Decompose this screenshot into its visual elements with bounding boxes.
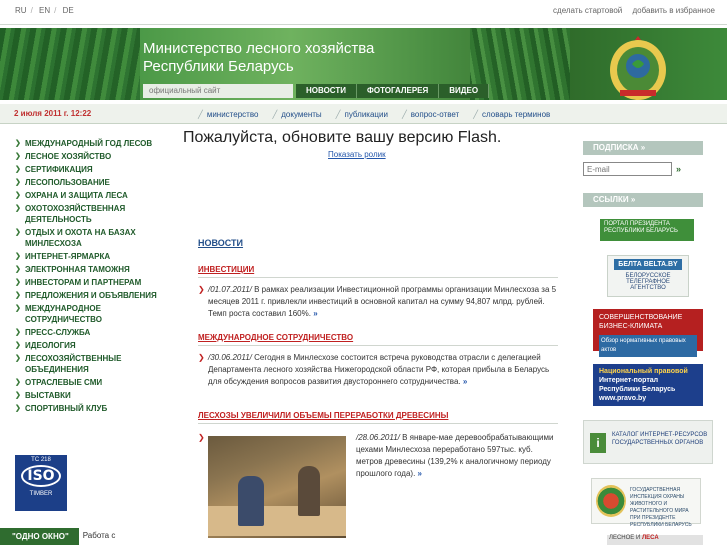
chevron-right-icon: ❯ [15,192,21,199]
one-window-label: "ОДНО ОКНО" [12,532,69,541]
site-title-line1: Министерство лесного хозяйства [143,40,375,57]
chevron-right-icon: ❯ [198,285,205,294]
menu-item-label: МЕЖДУНАРОДНОЕ СОТРУДНИЧЕСТВО [25,304,102,324]
inspection-text: ГОСУДАРСТВЕННАЯ ИНСПЕКЦИЯ ОХРАНЫ ЖИВОТНОГО И РАСТИТЕЛЬНОГО МИРА ПРИ ПРЕЗИДЕНТЕ РЕСПУБЛИКИ БЕЛАРУСЬ [630,487,692,528]
one-window-bar[interactable] [0,528,170,545]
chevron-right-icon: ❯ [15,253,21,260]
chevron-right-icon: ❯ [15,292,21,299]
worker-shape [298,466,320,516]
iso-mark: ISO [21,465,61,487]
site-title-line2: Республики Беларусь [143,58,294,75]
menu-item-label: ЛЕСНОЕ ХОЗЯЙСТВО [25,152,112,161]
menu-item-label: СПОРТИВНЫЙ КЛУБ [25,404,108,413]
divider [198,423,558,424]
iso-top-label: TC 218 [31,457,51,463]
left-menu [15,138,160,416]
forest-media-b: ЛЕСА [641,535,659,541]
lumber-shape [208,506,346,536]
menu-item-hunting[interactable] [15,203,160,225]
nav-news[interactable]: НОВОСТИ [296,84,357,98]
worker-shape [238,476,264,526]
chevron-right-icon: ❯ [198,353,205,362]
double-arrow-icon: » [640,143,646,152]
chevron-right-icon: ❯ [15,342,21,349]
flash-message: Пожалуйста, обновите вашу версию Flash. [183,129,502,146]
top-links [545,6,715,15]
news-category-link[interactable]: ИНВЕСТИЦИИ [198,265,255,274]
emblem-icon [596,485,626,517]
menu-item-label: ПРЕДЛОЖЕНИЯ И ОБЪЯВЛЕНИЯ [25,291,157,300]
chevron-right-icon: ❯ [15,205,21,212]
news-text: Сегодня в Минлесхозе состоится встреча руководства отрасли с делегацией Департамента лесного хозяйства Нижегородской области РФ, которая прибыла в Беларусь для обсуждения вопросов развития двустороннего сотрудничества. [208,353,550,386]
news-date: /28.06.2011/ [356,433,400,442]
news-date: /01.07.2011/ [208,285,252,294]
menu-item-press[interactable] [15,327,160,338]
secnav-glossary[interactable]: ╱ словарь терминов [473,110,550,119]
news-photo[interactable] [208,436,346,538]
menu-item-certification[interactable] [15,164,160,175]
menu-item-intl-cooperation[interactable] [15,303,160,325]
news-date: /30.06.2011/ [208,353,252,362]
lang-ru[interactable]: RU [15,6,27,15]
menu-item-protection[interactable] [15,190,160,201]
language-switch: RU / EN / DE [15,6,74,15]
forest-media-banner[interactable] [607,535,703,545]
menu-item-internet-fair[interactable] [15,251,160,262]
nav-video[interactable]: ВИДЕО [439,84,489,98]
chevron-right-icon: ❯ [15,179,21,186]
menu-item-label: ИНТЕРНЕТ-ЯРМАРКА [25,252,111,261]
business-climate-sub: Обзор нормативных правовых актов [599,335,697,357]
menu-item-intl-year[interactable] [15,138,160,149]
links-label: ССЫЛКИ [593,195,629,204]
chevron-right-icon: ❯ [15,405,21,412]
chevron-right-icon: ❯ [15,379,21,386]
chevron-right-icon: ❯ [15,140,21,147]
menu-item-label: ВЫСТАВКИ [25,391,71,400]
one-window-work: Работа с [79,528,170,545]
belta-banner[interactable] [607,255,689,297]
read-more-icon[interactable]: » [313,309,318,318]
news-body [198,284,558,320]
news-text: В рамках реализации Инвестиционной программы организации Минлесхоза за 5 месяцев 2011 г. привлекли инвестиций в основной капитал на сумму 94,807 млрд. рублей. Темп роста составил 160%. [208,285,557,318]
belta-text: БЕЛОРУССКОЕ ТЕЛЕГРАФНОЕ АГЕНТСТВО [625,273,671,291]
nav-photogallery[interactable]: ФОТОГАЛЕРЕЯ [357,84,439,98]
secnav-faq[interactable]: ╱ вопрос-ответ [402,110,459,119]
business-climate-title: СОВЕРШЕНСТВОВАНИЕ БИЗНЕС-КЛИМАТА [599,314,683,330]
read-more-icon[interactable]: » [462,377,468,386]
lang-de[interactable]: DE [62,6,74,15]
subscribe-go-icon[interactable]: » [676,164,682,174]
menu-item-leisure[interactable] [15,227,160,249]
menu-item-label: ЭЛЕКТРОННАЯ ТАМОЖНЯ [25,265,130,274]
president-portal-banner[interactable]: ПОРТАЛ ПРЕЗИДЕНТА РЕСПУБЛИКИ БЕЛАРУСЬ [600,219,694,241]
menu-item-label: МЕЖДУНАРОДНЫЙ ГОД ЛЕСОВ [25,139,153,148]
chevron-right-icon: ❯ [15,355,21,362]
gov-resources-catalog-banner[interactable] [583,420,713,464]
official-site-label: официальный сайт [143,84,293,98]
site-title [143,40,374,76]
secnav-documents[interactable]: ╱ документы [272,110,321,119]
secnav-ministry[interactable]: ╱ министерство [198,110,258,119]
menu-item-label: ОХРАНА И ЗАЩИТА ЛЕСА [25,191,128,200]
chevron-right-icon: ❯ [15,153,21,160]
secnav-publications[interactable]: ╱ публикации [336,110,388,119]
news-text-wrap [356,432,556,480]
chevron-right-icon: ❯ [15,329,21,336]
menu-item-investors[interactable] [15,277,160,288]
iso-timber-logo[interactable] [15,455,67,511]
chevron-right-icon: ❯ [15,305,21,312]
menu-item-e-customs[interactable] [15,264,160,275]
chevron-right-icon: ❯ [15,392,21,399]
news-item [198,333,558,388]
chevron-right-icon: ❯ [15,166,21,173]
news-heading[interactable]: НОВОСТИ [198,238,244,248]
add-favorites-link[interactable]: добавить в избранное [632,6,715,15]
subscribe-label: ПОДПИСКА [593,143,639,152]
menu-item-label: ПРЕСС-СЛУЖБА [25,328,91,337]
business-climate-banner[interactable] [593,309,703,351]
state-emblem-icon [606,34,670,104]
menu-item-label: ЛЕСОПОЛЬЗОВАНИЕ [25,178,110,187]
divider [0,24,727,25]
menu-item-exhibitions[interactable] [15,390,160,401]
menu-item-offers[interactable] [15,290,160,301]
belta-logo: БЕЛТА BELTA.BY [614,259,682,270]
secondary-nav [198,110,564,119]
news-item [198,265,558,320]
info-icon: i [590,433,606,453]
pravo-url: www.pravo.by [599,395,647,402]
menu-item-label: СЕРТИФИКАЦИЯ [25,165,93,174]
links-header [583,193,703,207]
news-item [198,411,558,430]
make-start-link[interactable]: сделать стартовой [553,6,623,15]
menu-item-label: ИНВЕСТОРАМ И ПАРТНЕРАМ [25,278,142,287]
chevron-right-icon: ❯ [198,433,205,442]
menu-item-label: ИДЕОЛОГИЯ [25,341,76,350]
chevron-right-icon: ❯ [15,266,21,273]
menu-item-forest-use[interactable] [15,177,160,188]
lang-en[interactable]: EN [39,6,51,15]
pravo-banner[interactable] [593,364,703,406]
menu-item-label: ЛЕСОХОЗЯЙСТВЕННЫЕ ОБЪЕДИНЕНИЯ [25,354,122,374]
main-nav [296,84,489,98]
chevron-right-icon: ❯ [15,229,21,236]
news-category-link[interactable]: МЕЖДУНАРОДНОЕ СОТРУДНИЧЕСТВО [198,333,354,342]
subscribe-header [583,141,703,155]
read-more-icon[interactable]: » [417,469,422,478]
news-text-wrap [208,284,558,320]
pravo-title: Национальный правовой [599,368,688,375]
divider [198,277,558,278]
menu-item-label: ОТРАСЛЕВЫЕ СМИ [25,378,103,387]
news-text: В январе-мае деревообрабатывающими цехами Минлесхоза переработано 597тыс. куб. метров древесины (139,2% к аналогичному периоду прошлого года). [356,433,554,478]
menu-item-forestry[interactable] [15,151,160,162]
menu-item-label: ОТДЫХ И ОХОТА НА БАЗАХ МИНЛЕСХОЗА [25,228,136,248]
menu-item-associations[interactable] [15,353,160,375]
inspection-banner[interactable] [591,478,701,528]
news-category-link[interactable]: ЛЕСХОЗЫ УВЕЛИЧИЛИ ОБЪЕМЫ ПЕРЕРАБОТКИ ДРЕВЕСИНЫ [198,411,449,420]
show-clip-link[interactable]: Показать ролик [328,150,386,159]
menu-item-label: ОХОТОХОЗЯЙСТВЕННАЯ ДЕЯТЕЛЬНОСТЬ [25,204,126,224]
menu-item-media[interactable] [15,377,160,388]
iso-bottom-label: TIMBER [29,491,53,497]
chevron-right-icon: ❯ [15,279,21,286]
news-body [198,352,558,388]
divider [198,345,558,346]
catalog-text: КАТАЛОГ ИНТЕРНЕТ-РЕСУРСОВ ГОСУДАРСТВЕННЫХ ОРГАНОВ [612,432,708,446]
pravo-subtitle: Интернет-портал Республики Беларусь [599,377,676,393]
current-date: 2 июля 2011 г. 12:22 [14,109,92,118]
forest-photo-left [0,28,140,100]
menu-item-ideology[interactable] [15,340,160,351]
menu-item-sports[interactable] [15,403,160,414]
double-arrow-icon: » [630,195,636,204]
email-input[interactable] [583,162,672,176]
news-text-wrap [208,352,558,388]
forest-media-a: ЛЕСНОЕ И [609,535,641,541]
